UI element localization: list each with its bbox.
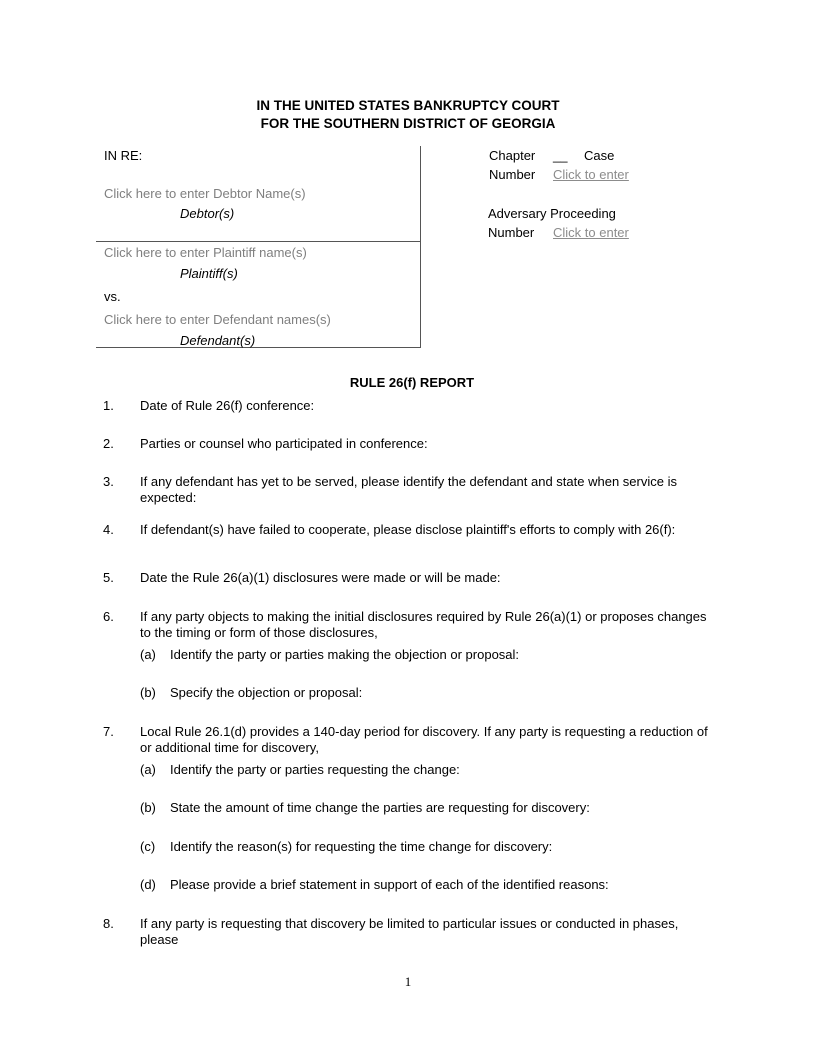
item-number: 3.	[103, 474, 114, 489]
item-text: Local Rule 26.1(d) provides a 140-day period for discovery. If any party is requesting a reduction of or additional time for discovery,	[140, 724, 708, 755]
caption-vertical-divider	[420, 146, 421, 348]
court-title-line2: FOR THE SOUTHERN DISTRICT OF GEORGIA	[260, 116, 556, 131]
page-number: 1	[404, 974, 412, 989]
adversary-proceeding-label: Adversary Proceeding	[488, 206, 616, 221]
item-text: Parties or counsel who participated in conference:	[140, 436, 428, 451]
adversary-number-field[interactable]: Click to enter	[553, 225, 629, 240]
chapter-blank[interactable]: __	[553, 148, 568, 163]
court-title-line1: IN THE UNITED STATES BANKRUPTCY COURT	[256, 98, 560, 113]
item-number: 7.	[103, 724, 114, 739]
debtor-label: Debtor(s)	[180, 206, 235, 221]
defendant-label: Defendant(s)	[180, 333, 256, 348]
subitem-text: Identify the party or parties requesting the change:	[170, 762, 460, 777]
defendant-name-field[interactable]: Click here to enter Defendant names(s)	[104, 312, 331, 327]
subitem-text: Please provide a brief statement in support of each of the identified reasons:	[170, 877, 609, 892]
item-number: 6.	[103, 609, 114, 624]
subitem-text: Specify the objection or proposal:	[170, 685, 363, 700]
case-number-label: Number	[489, 167, 536, 182]
subitem-text: State the amount of time change the parties are requesting for discovery:	[170, 800, 590, 815]
item-number: 4.	[103, 522, 114, 537]
adversary-number-label: Number	[488, 225, 535, 240]
item-text: If defendant(s) have failed to cooperate, please disclose plaintiff's efforts to comply with 26(f):	[140, 522, 676, 537]
subitem-label: (a)	[140, 762, 156, 777]
subitem-label: (a)	[140, 647, 156, 662]
item-text: If any party objects to making the initial disclosures required by Rule 26(a)(1) or proposes changes to the timing or form of those disclosures,	[140, 609, 707, 640]
item-text: If any party is requesting that discovery be limited to particular issues or conducted in phases, please	[140, 916, 679, 947]
report-title: RULE 26(f) REPORT	[349, 375, 475, 390]
item-number: 8.	[103, 916, 114, 931]
in-re-label: IN RE:	[104, 148, 143, 163]
subitem-label: (d)	[140, 877, 156, 892]
subitem-text: Identify the reason(s) for requesting the time change for discovery:	[170, 839, 553, 854]
item-number: 1.	[103, 398, 114, 413]
debtor-name-field[interactable]: Click here to enter Debtor Name(s)	[104, 186, 306, 201]
case-label: Case	[584, 148, 615, 163]
plaintiff-label: Plaintiff(s)	[180, 266, 238, 281]
chapter-label: Chapter	[489, 148, 536, 163]
item-text: Date of Rule 26(f) conference:	[140, 398, 315, 413]
vs-label: vs.	[104, 289, 121, 304]
subitem-label: (b)	[140, 800, 156, 815]
subitem-text: Identify the party or parties making the objection or proposal:	[170, 647, 520, 662]
plaintiff-name-field[interactable]: Click here to enter Plaintiff name(s)	[104, 245, 307, 260]
subitem-label: (b)	[140, 685, 156, 700]
subitem-label: (c)	[140, 839, 156, 854]
item-text: If any defendant has yet to be served, please identify the defendant and state when service is expected:	[140, 474, 677, 505]
item-text: Date the Rule 26(a)(1) disclosures were made or will be made:	[140, 570, 501, 585]
case-number-field[interactable]: Click to enter	[553, 167, 629, 182]
item-number: 5.	[103, 570, 114, 585]
item-number: 2.	[103, 436, 114, 451]
caption-divider-bottom	[96, 347, 421, 348]
caption-divider-debtor	[96, 241, 421, 242]
